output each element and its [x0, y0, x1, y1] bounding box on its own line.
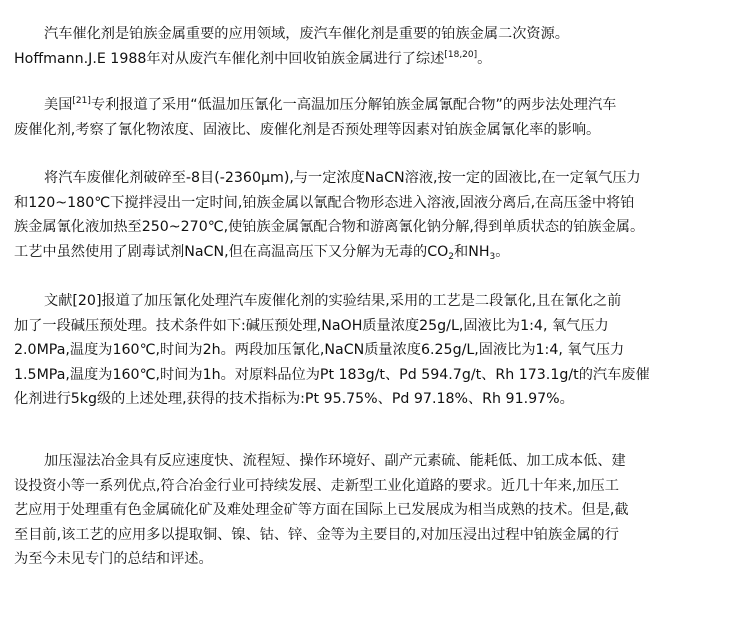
- text-span: 艺应用于处理重有色金属硫化矿及难处理金矿等方面在国际上已发展成为相当成熟的技术。但是,截: [14, 502, 629, 518]
- text-span: 和120~180℃下搅拌浸出一定时间,铂族金属以氰配合物形态进入溶液,固液分离后,在高压釜中将铂: [14, 194, 635, 211]
- text-span: 。: [477, 50, 492, 67]
- text-span: 至目前,该工艺的应用多以提取铜、镍、钴、锌、金等为主要目的,对加压浸出过程中铂族金属的行: [14, 526, 619, 543]
- paragraph-line: [14, 47, 718, 72]
- paragraph-line: [14, 191, 718, 216]
- text-span: 专利报道了采用“低温加压氰化一高温加压分解铂族金属氰配合物”的两步法处理汽车: [90, 97, 617, 113]
- paragraph-2: [14, 93, 718, 142]
- text-span: 。: [495, 243, 510, 260]
- paragraph-line: [14, 547, 718, 572]
- text-span: 2.0MPa,温度为160℃,时间为2h。两段加压氰化,NaCN质量浓度6.25g/L,固液比为1:4, 氧气压力: [14, 342, 625, 358]
- paragraph-line: [14, 449, 718, 474]
- paragraph-line: [14, 240, 718, 265]
- paragraph-line: [14, 314, 718, 339]
- paragraph-line: [14, 22, 718, 47]
- text-span: 为至今未见专门的总结和评述。: [14, 551, 213, 567]
- paragraph-line: [14, 215, 718, 240]
- paragraph-line: [14, 474, 718, 499]
- text-span: 1.5MPa,温度为160℃,时间为1h。对原料品位为Pt 183g/t、Pd 594.7g/t、Rh 173.1g/t的汽车废催: [14, 366, 650, 383]
- text-span: 将汽车废催化剂破碎至-8目(-2360μm),与一定浓度NaCN溶液,按一定的固液比,在一定氧气压力: [44, 170, 641, 186]
- text-span: 废催化剂,考察了氰化物浓度、固液比、废催化剂是否预处理等因素对铂族金属氰化率的影响。: [14, 121, 601, 138]
- subscript: 3: [489, 251, 496, 262]
- text-span: 化剂进行5kg级的上述处理,获得的技术指标为:Pt 95.75%、Pd 97.18%、Rh 91.97%。: [14, 391, 574, 407]
- paragraph-line: [14, 338, 718, 363]
- text-span: 汽车催化剂是铂族金属重要的应用领域，废汽车催化剂是重要的铂族金属二次资源。: [44, 26, 569, 42]
- text-span: 设投资小等一系列优点,符合冶金行业可持续发展、走新型工业化道路的要求。近几十年来,加压工: [14, 477, 619, 494]
- text-span: 和NH: [454, 243, 490, 260]
- paragraph-line: [14, 523, 718, 548]
- paragraph-line: [14, 118, 718, 143]
- paragraph-line: [14, 289, 718, 314]
- paragraph-1: [14, 22, 718, 71]
- paragraph-line: [14, 363, 718, 388]
- paragraph-3: [14, 166, 718, 264]
- paragraph-line: [14, 498, 718, 523]
- text-span: 工艺中虽然使用了剧毒试剂NaCN,但在高温高压下又分解为无毒的CO: [14, 243, 449, 260]
- text-span: 加压湿法冶金具有反应速度快、流程短、操作环境好、副产元素硫、能耗低、加工成本低、建: [44, 453, 626, 469]
- citation-ref: [18,20]: [444, 49, 478, 60]
- text-span: 美国: [44, 97, 73, 113]
- paragraph-5: [14, 449, 718, 572]
- paragraph-line: [14, 166, 718, 191]
- text-span: 族金属氰化液加热至250~270℃,使铂族金属氰配合物和游离氰化钠分解,得到单质状态的铂族金属。: [14, 219, 645, 235]
- text-span: 加了一段碱压预处理。技术条件如下:碱压预处理,NaOH质量浓度25g/L,固液比为1:4, 氧气压力: [14, 317, 609, 334]
- paragraph-line: [14, 387, 718, 412]
- subscript: 2: [448, 251, 455, 262]
- paragraph-4: [14, 289, 718, 412]
- text-span: 文献[20]报道了加压氰化处理汽车废催化剂的实验结果,采用的工艺是二段氰化,且在氰化之前: [44, 293, 622, 309]
- text-span: Hoffmann.J.E 1988年对从废汽车催化剂中回收铂族金属进行了综述: [14, 50, 445, 67]
- paragraph-line: [14, 93, 718, 118]
- citation-ref: [21]: [72, 96, 91, 106]
